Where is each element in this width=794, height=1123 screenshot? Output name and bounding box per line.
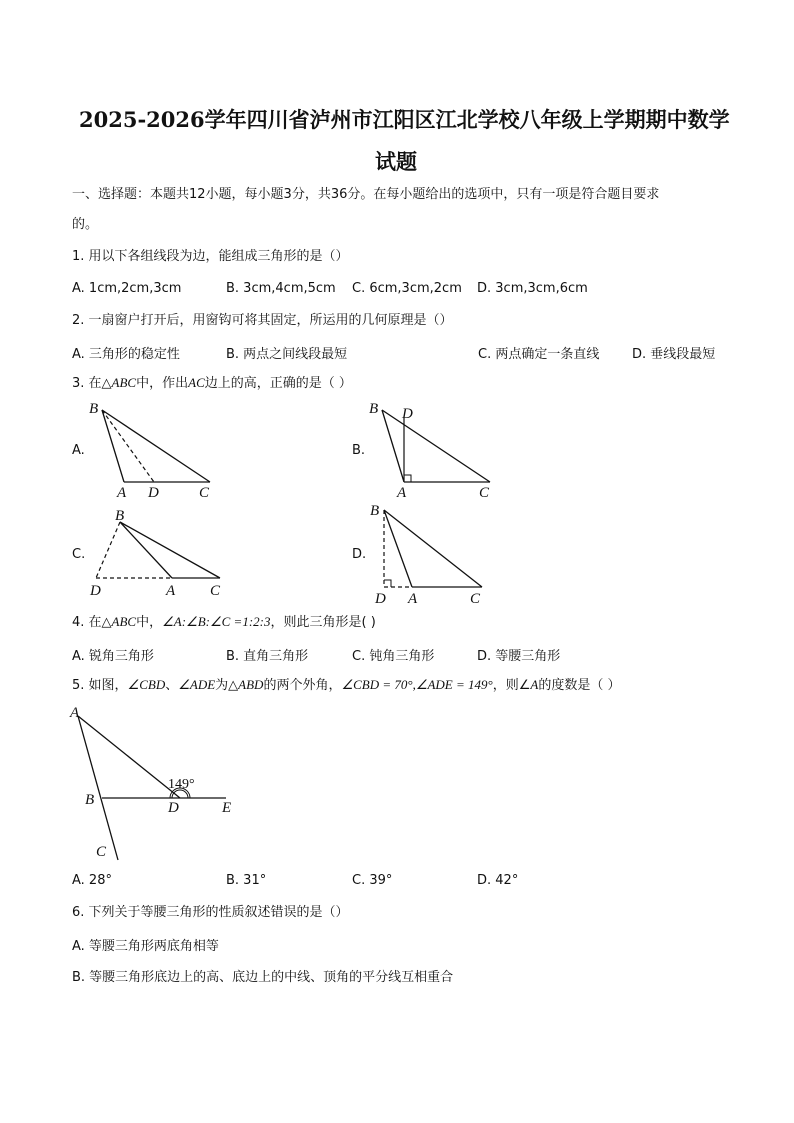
label-b: B [370, 503, 380, 519]
q6-stem: 6. 下列关于等腰三角形的性质叙述错误的是（） [72, 905, 349, 920]
q3-figure-d [362, 500, 502, 608]
q6-option-a: A. 等腰三角形两底角相等 [72, 939, 219, 954]
q2-option-d: D. 垂线段最短 [632, 347, 716, 362]
q1-option-d: D. 3cm,3cm,6cm [477, 281, 588, 296]
q3-option-c-label: C. [72, 547, 86, 562]
q1-option-c: C. 6cm,3cm,2cm [352, 281, 462, 296]
q3-stem: 3. 在△ABC中，作出AC边上的高，正确的是（ ） [72, 375, 352, 391]
q5-option-a: A. 28° [72, 873, 112, 888]
label-a: A [166, 583, 176, 599]
q2-option-a: A. 三角形的稳定性 [72, 347, 180, 362]
q3-option-d-label: D. [352, 547, 367, 562]
label-c: C [96, 844, 107, 860]
q3-option-a-label: A. [72, 443, 85, 458]
label-a: A [397, 485, 407, 501]
label-c: C [479, 485, 490, 501]
q4-stem: 4. 在△ABC中，∠A:∠B:∠C =1:2:3，则此三角形是( ) [72, 614, 376, 630]
q1-stem: 1. 用以下各组线段为边，能组成三角形的是（） [72, 249, 349, 264]
q5-option-c: C. 39° [352, 873, 393, 888]
page-title-line1: 2025-2026学年四川省泸州市江阳区江北学校八年级上学期期中数学 [79, 107, 730, 132]
q4-option-b: B. 直角三角形 [226, 649, 309, 664]
label-d: D [168, 800, 179, 816]
label-b: B [89, 401, 99, 417]
section-instructions-line2: 的。 [72, 217, 99, 232]
label-d: D [148, 485, 159, 501]
label-b: B [115, 508, 125, 524]
q2-option-b: B. 两点之间线段最短 [226, 347, 348, 362]
q5-option-b: B. 31° [226, 873, 267, 888]
q2-option-c: C. 两点确定一条直线 [478, 347, 600, 362]
q4-option-a: A. 锐角三角形 [72, 649, 154, 664]
q4-option-c: C. 钝角三角形 [352, 649, 435, 664]
page-title-line2: 试题 [375, 149, 417, 174]
q6-option-b: B. 等腰三角形底边上的高、底边上的中线、顶角的平分线互相重合 [72, 970, 454, 985]
angle-149-label: 149° [168, 777, 195, 792]
label-a: A [117, 485, 127, 501]
q2-stem: 2. 一扇窗户打开后，用窗钩可将其固定，所运用的几何原理是（） [72, 313, 453, 328]
q3-figure-c [82, 506, 232, 606]
q5-option-d: D. 42° [477, 873, 519, 888]
section-instructions-line1: 一、选择题：本题共12小题，每小题3分，共36分。在每小题给出的选项中，只有一项是符合题目要求 [72, 187, 660, 202]
q1-option-b: B. 3cm,4cm,5cm [226, 281, 336, 296]
label-b: B [85, 792, 95, 808]
q3-figure-b [362, 398, 502, 502]
label-c: C [470, 591, 481, 607]
q4-option-d: D. 等腰三角形 [477, 649, 561, 664]
label-a: A [70, 705, 80, 721]
q5-stem: 5. 如图，∠CBD、∠ADE为△ABD的两个外角，∠CBD = 70°,∠ADE = 149°，则∠A的度数是（ ） [72, 677, 621, 693]
label-b: B [369, 401, 379, 417]
label-e: E [222, 800, 232, 816]
label-d: D [402, 406, 413, 422]
q1-option-a: A. 1cm,2cm,3cm [72, 281, 182, 296]
label-c: C [199, 485, 210, 501]
label-c: C [210, 583, 221, 599]
q3-option-b-label: B. [352, 443, 366, 458]
q3-figure-a [82, 398, 222, 502]
label-d: D [90, 583, 101, 599]
label-a: A [408, 591, 418, 607]
label-d: D [375, 591, 386, 607]
q5-figure [66, 700, 256, 868]
